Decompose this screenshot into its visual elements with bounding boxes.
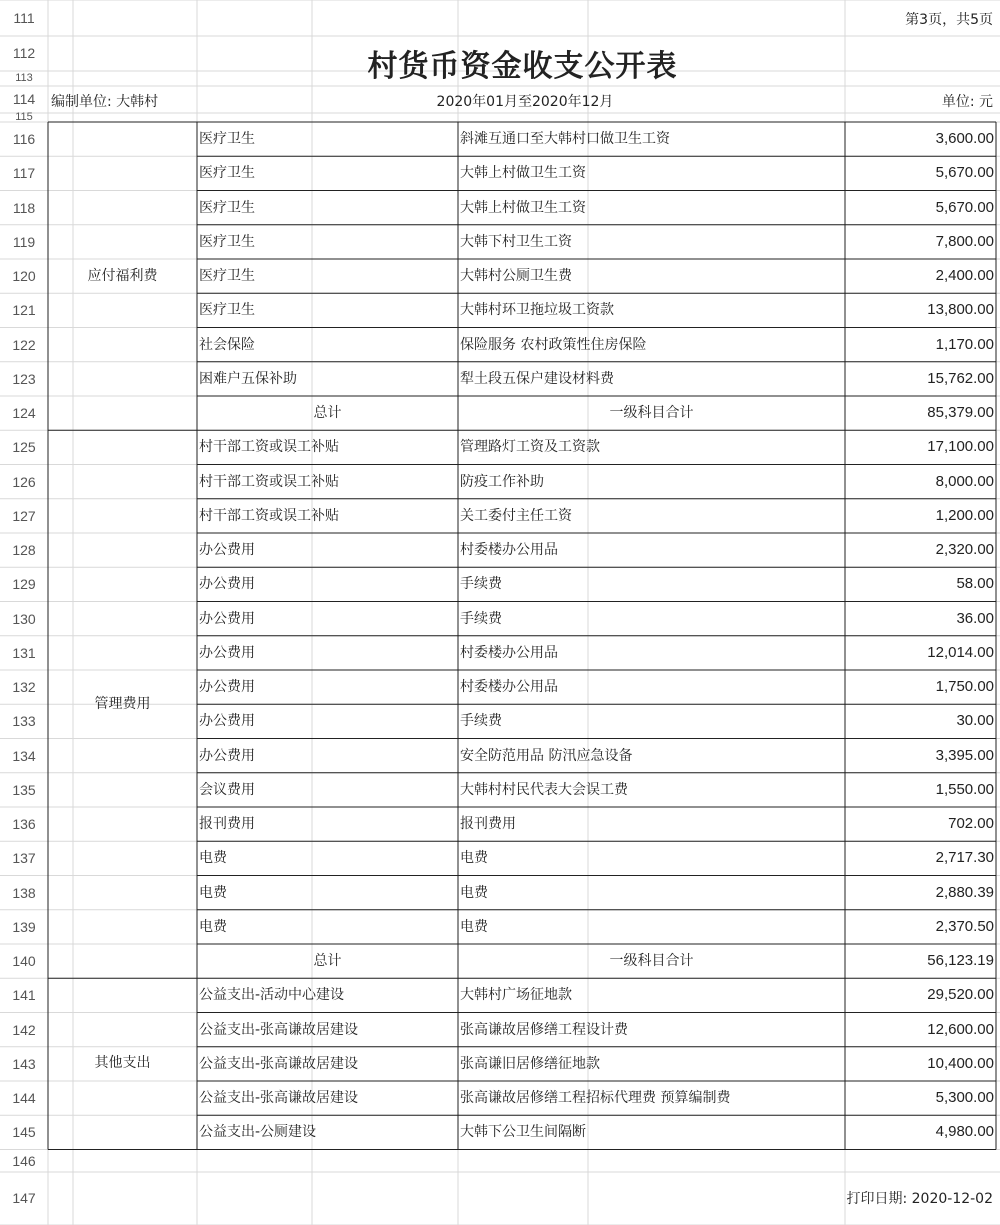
row-number[interactable]: 136 <box>12 816 36 832</box>
row-number[interactable]: 138 <box>12 884 36 901</box>
amount-cell[interactable]: 5,300.00 <box>935 1089 994 1106</box>
amount-cell[interactable]: 36.00 <box>956 609 994 627</box>
category-cell[interactable]: 办公费用 <box>199 644 255 661</box>
row-number[interactable]: 127 <box>12 507 36 524</box>
row-number[interactable]: 117 <box>12 165 36 182</box>
row-number[interactable]: 128 <box>12 542 36 558</box>
category-cell[interactable]: 医疗卫生 <box>199 131 255 147</box>
row-number[interactable]: 112 <box>12 45 36 61</box>
description-cell[interactable]: 大韩上村做卫生工资 <box>460 165 586 182</box>
description-cell[interactable]: 大韩下村卫生工资 <box>460 233 572 250</box>
amount-cell[interactable]: 30.00 <box>956 712 994 730</box>
row-number[interactable]: 115 <box>15 111 33 123</box>
amount-cell[interactable]: 12,600.00 <box>927 1020 994 1038</box>
row-number[interactable]: 118 <box>12 199 36 216</box>
description-cell[interactable]: 手续费 <box>460 713 502 730</box>
row-number[interactable]: 111 <box>13 10 35 26</box>
description-cell[interactable]: 电费 <box>460 850 488 867</box>
amount-cell[interactable]: 13,800.00 <box>927 301 994 319</box>
row-number[interactable]: 139 <box>12 918 36 935</box>
row-number[interactable]: 132 <box>12 679 36 695</box>
category-cell[interactable]: 会议费用 <box>199 781 255 798</box>
category-cell[interactable]: 办公费用 <box>199 576 255 593</box>
total-amount[interactable]: 85,379.00 <box>927 404 994 421</box>
section-label[interactable]: 管理费用 <box>94 696 151 713</box>
amount-cell[interactable]: 2,717.30 <box>935 849 994 867</box>
amount-cell[interactable]: 3,395.00 <box>935 746 994 764</box>
category-cell[interactable]: 公益支出-张高谦故居建设 <box>199 1055 359 1072</box>
row-number[interactable]: 135 <box>12 781 36 798</box>
category-cell[interactable]: 村干部工资或误工补贴 <box>199 439 339 456</box>
description-cell[interactable]: 管理路灯工资及工资款 <box>460 439 600 456</box>
description-cell[interactable]: 村委楼办公用品 <box>460 679 558 695</box>
description-cell[interactable]: 斜滩互通口至大韩村口做卫生工资 <box>460 131 670 147</box>
amount-cell[interactable]: 2,880.39 <box>935 883 994 901</box>
description-cell[interactable]: 手续费 <box>460 576 502 593</box>
amount-cell[interactable]: 1,750.00 <box>935 678 994 695</box>
category-cell[interactable]: 办公费用 <box>199 713 255 730</box>
category-cell[interactable]: 办公费用 <box>199 679 255 695</box>
row-number[interactable]: 129 <box>12 576 36 593</box>
amount-cell[interactable]: 2,370.50 <box>935 917 994 935</box>
amount-cell[interactable]: 2,400.00 <box>935 267 994 284</box>
amount-cell[interactable]: 17,100.00 <box>927 438 994 456</box>
row-number[interactable]: 121 <box>12 302 36 319</box>
amount-cell[interactable]: 7,800.00 <box>935 232 994 250</box>
row-number[interactable]: 124 <box>12 405 36 421</box>
row-number[interactable]: 113 <box>15 72 33 84</box>
total-label[interactable]: 总计 <box>313 405 342 421</box>
row-number[interactable]: 119 <box>12 233 36 250</box>
description-cell[interactable]: 村委楼办公用品 <box>460 542 558 558</box>
row-number[interactable]: 144 <box>12 1090 36 1106</box>
row-number[interactable]: 142 <box>12 1021 36 1038</box>
amount-cell[interactable]: 58.00 <box>956 575 994 593</box>
amount-cell[interactable]: 2,320.00 <box>935 541 994 558</box>
category-cell[interactable]: 办公费用 <box>199 542 255 558</box>
amount-cell[interactable]: 1,170.00 <box>935 335 994 353</box>
description-cell[interactable]: 村委楼办公用品 <box>460 644 558 661</box>
row-number[interactable]: 125 <box>12 439 36 456</box>
amount-cell[interactable]: 5,670.00 <box>935 198 994 216</box>
row-number[interactable]: 131 <box>12 644 36 661</box>
amount-cell[interactable]: 8,000.00 <box>935 472 994 490</box>
total-label[interactable]: 总计 <box>313 953 342 969</box>
row-number[interactable]: 143 <box>12 1055 36 1072</box>
description-cell[interactable]: 张高谦故居修缮工程招标代理费 预算编制费 <box>460 1090 731 1106</box>
row-number[interactable]: 126 <box>12 473 36 490</box>
description-cell[interactable]: 电费 <box>460 884 488 901</box>
category-cell[interactable]: 困难户五保补助 <box>199 370 297 387</box>
row-number[interactable]: 123 <box>12 370 36 387</box>
row-number[interactable]: 147 <box>12 1190 36 1206</box>
category-cell[interactable]: 公益支出-张高谦故居建设 <box>199 1090 359 1106</box>
amount-cell[interactable]: 1,200.00 <box>935 506 994 524</box>
category-cell[interactable]: 办公费用 <box>199 747 255 764</box>
description-cell[interactable]: 大韩村村民代表大会误工费 <box>460 781 628 798</box>
row-number[interactable]: 120 <box>12 268 36 284</box>
row-number[interactable]: 137 <box>12 850 36 867</box>
description-cell[interactable]: 张高谦故居修缮工程设计费 <box>460 1021 628 1038</box>
category-cell[interactable]: 医疗卫生 <box>199 302 255 319</box>
amount-cell[interactable]: 4,980.00 <box>935 1123 994 1141</box>
description-cell[interactable]: 手续费 <box>460 610 502 627</box>
category-cell[interactable]: 社会保险 <box>199 336 255 353</box>
amount-cell[interactable]: 10,400.00 <box>927 1054 994 1072</box>
category-cell[interactable]: 医疗卫生 <box>199 268 255 284</box>
amount-cell[interactable]: 3,600.00 <box>935 130 994 147</box>
row-number[interactable]: 134 <box>12 747 36 764</box>
description-cell[interactable]: 保险服务 农村政策性住房保险 <box>460 336 647 353</box>
description-cell[interactable]: 安全防范用品 防汛应急设备 <box>460 747 633 764</box>
amount-cell[interactable]: 12,014.00 <box>927 643 994 661</box>
row-number[interactable]: 133 <box>12 713 36 730</box>
category-cell[interactable]: 村干部工资或误工补贴 <box>199 473 339 490</box>
description-cell[interactable]: 大韩村环卫拖垃圾工资款 <box>460 302 614 319</box>
row-number[interactable]: 140 <box>12 953 36 969</box>
category-cell[interactable]: 公益支出-张高谦故居建设 <box>199 1021 359 1038</box>
category-cell[interactable]: 公益支出-公厕建设 <box>199 1124 317 1141</box>
description-cell[interactable]: 大韩村公厕卫生费 <box>460 268 572 284</box>
total-amount[interactable]: 56,123.19 <box>927 952 994 969</box>
category-cell[interactable]: 电费 <box>199 850 227 867</box>
amount-cell[interactable]: 15,762.00 <box>927 369 994 387</box>
description-cell[interactable]: 张高谦旧居修缮征地款 <box>460 1055 600 1072</box>
amount-cell[interactable]: 5,670.00 <box>935 164 994 182</box>
amount-cell[interactable]: 29,520.00 <box>927 986 994 1004</box>
row-number[interactable]: 116 <box>12 131 36 147</box>
section-label[interactable]: 其他支出 <box>94 1055 151 1072</box>
category-cell[interactable]: 电费 <box>199 884 227 901</box>
description-cell[interactable]: 大韩上村做卫生工资 <box>460 199 586 216</box>
page-title: 村货币资金收支公开表 <box>367 49 678 84</box>
category-cell[interactable]: 公益支出-活动中心建设 <box>199 987 345 1004</box>
category-cell[interactable]: 电费 <box>199 918 227 935</box>
org-label: 编制单位: 大韩村 <box>51 94 159 110</box>
description-cell[interactable]: 电费 <box>460 918 488 935</box>
category-cell[interactable]: 报刊费用 <box>199 816 255 832</box>
section-label[interactable]: 应付福利费 <box>87 268 158 284</box>
row-number[interactable]: 130 <box>12 610 36 627</box>
category-cell[interactable]: 医疗卫生 <box>199 199 255 216</box>
row-number[interactable]: 146 <box>12 1152 36 1169</box>
row-number[interactable]: 145 <box>12 1124 36 1141</box>
description-cell[interactable]: 大韩村广场征地款 <box>460 987 572 1004</box>
description-cell[interactable]: 防疫工作补助 <box>460 473 544 490</box>
description-cell[interactable]: 关工委付主任工资 <box>460 507 572 524</box>
period-label: 2020年01月至2020年12月 <box>436 94 614 110</box>
amount-cell[interactable]: 1,550.00 <box>935 780 994 798</box>
category-cell[interactable]: 医疗卫生 <box>199 233 255 250</box>
row-number[interactable]: 114 <box>12 91 36 107</box>
description-cell[interactable]: 报刊费用 <box>460 816 516 832</box>
total-description[interactable]: 一级科目合计 <box>609 953 694 969</box>
total-description[interactable]: 一级科目合计 <box>609 405 694 421</box>
unit-label: 单位: 元 <box>941 94 993 110</box>
row-number[interactable]: 141 <box>12 987 36 1004</box>
description-cell[interactable]: 大韩下公卫生间隔断 <box>460 1124 586 1141</box>
description-cell[interactable]: 犁土段五保户建设材料费 <box>460 370 614 387</box>
print-date: 打印日期: 2020-12-02 <box>846 1191 993 1207</box>
amount-cell[interactable]: 702.00 <box>948 815 994 832</box>
category-cell[interactable]: 医疗卫生 <box>199 165 255 182</box>
page-info: 第3页，共5页 <box>905 12 993 28</box>
category-cell[interactable]: 办公费用 <box>199 610 255 627</box>
category-cell[interactable]: 村干部工资或误工补贴 <box>199 507 339 524</box>
row-number[interactable]: 122 <box>12 336 36 353</box>
